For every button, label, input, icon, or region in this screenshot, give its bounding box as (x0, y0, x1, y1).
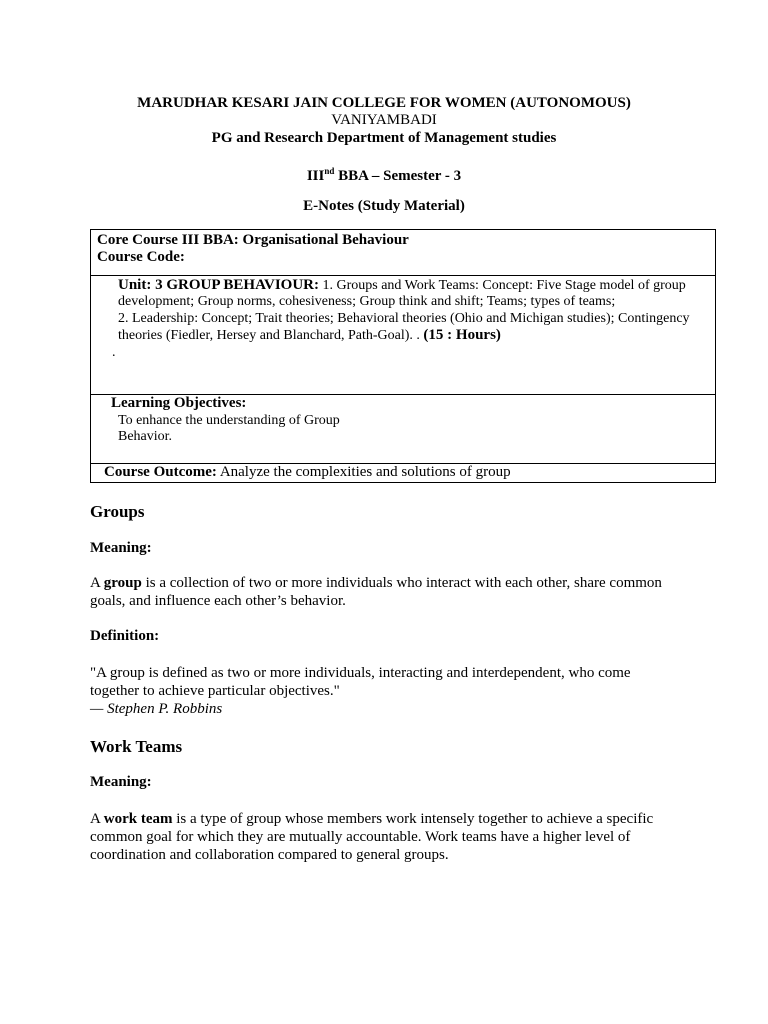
college-name: MARUDHAR KESARI JAIN COLLEGE FOR WOMEN (AUTONOMOUS) (137, 95, 631, 111)
semester-prefix: III (306, 168, 325, 184)
unit-line-4 (118, 327, 501, 344)
work-teams-meaning-bold: work team (103, 811, 173, 827)
unit-line-3: 2. Leadership: Concept; Trait theories; Behavioral theories (Ohio and Michigan studies); Contingency (118, 311, 690, 326)
groups-definition-line-2: together to achieve particular objectives." (90, 683, 340, 699)
outcome-text: Analyze the complexities and solutions of group (216, 464, 511, 480)
objectives-text-2: Behavior. (118, 429, 173, 444)
unit-text-4: theories (Fiedler, Hersey and Blanchard, Path-Goal). . (118, 328, 424, 343)
department-name: PG and Research Department of Management studies (211, 130, 557, 146)
semester-sup: nd (324, 166, 335, 176)
work-teams-meaning-label: Meaning: (90, 774, 152, 790)
groups-meaning-line-1 (90, 575, 662, 592)
groups-meaning-pre: A (90, 575, 104, 591)
unit-hours: (15 : Hours) (423, 327, 501, 343)
course-row (90, 229, 716, 276)
groups-meaning-label: Meaning: (90, 540, 152, 556)
groups-definition-line-1: "A group is defined as two or more individuals, interacting and interdependent, who come (90, 665, 631, 681)
objectives-text-1: To enhance the understanding of Group (118, 413, 340, 428)
course-title: Core Course III BBA: Organisational Behaviour (97, 232, 409, 248)
groups-meaning-line-2: goals, and influence each other’s behavior. (90, 593, 346, 609)
unit-row (90, 276, 716, 395)
groups-meaning-rest: is a collection of two or more individuals who interact with each other, share common (141, 575, 662, 591)
unit-label: Unit: 3 GROUP BEHAVIOUR: (118, 277, 319, 293)
objectives-label: Learning Objectives: (111, 395, 247, 411)
semester-line (0, 162, 768, 185)
objectives-row (90, 395, 716, 464)
course-code: Course Code: (97, 249, 185, 265)
work-teams-meaning-line-3: coordination and collaboration compared to general groups. (90, 847, 449, 863)
groups-heading: Groups (90, 502, 145, 521)
enotes-title: E-Notes (Study Material) (303, 198, 465, 214)
groups-attribution: — Stephen P. Robbins (90, 701, 223, 717)
work-teams-meaning-line-2: common goal for which they are mutually accountable. Work teams have a higher level of (90, 829, 631, 845)
unit-text-1: 1. Groups and Work Teams: Concept: Five Stage model of group (319, 278, 686, 293)
work-teams-meaning-rest: is a type of group whose members work intensely together to achieve a specific (172, 811, 654, 827)
semester-rest: BBA – Semester - 3 (334, 168, 462, 184)
work-teams-meaning-line-1 (90, 811, 653, 828)
work-teams-meaning-pre: A (90, 811, 104, 827)
outcome-row (90, 464, 716, 483)
unit-line-1 (118, 277, 686, 294)
groups-meaning-bold: group (103, 575, 142, 591)
groups-definition-label: Definition: (90, 628, 160, 644)
college-city: VANIYAMBADI (331, 112, 437, 128)
outcome-label: Course Outcome: (104, 464, 217, 480)
outcome-line (104, 464, 511, 481)
work-teams-heading: Work Teams (90, 737, 183, 756)
unit-line-2: development; Group norms, cohesiveness; Group think and shift; Teams; types of teams; (118, 294, 616, 309)
unit-dot: . (112, 345, 116, 360)
